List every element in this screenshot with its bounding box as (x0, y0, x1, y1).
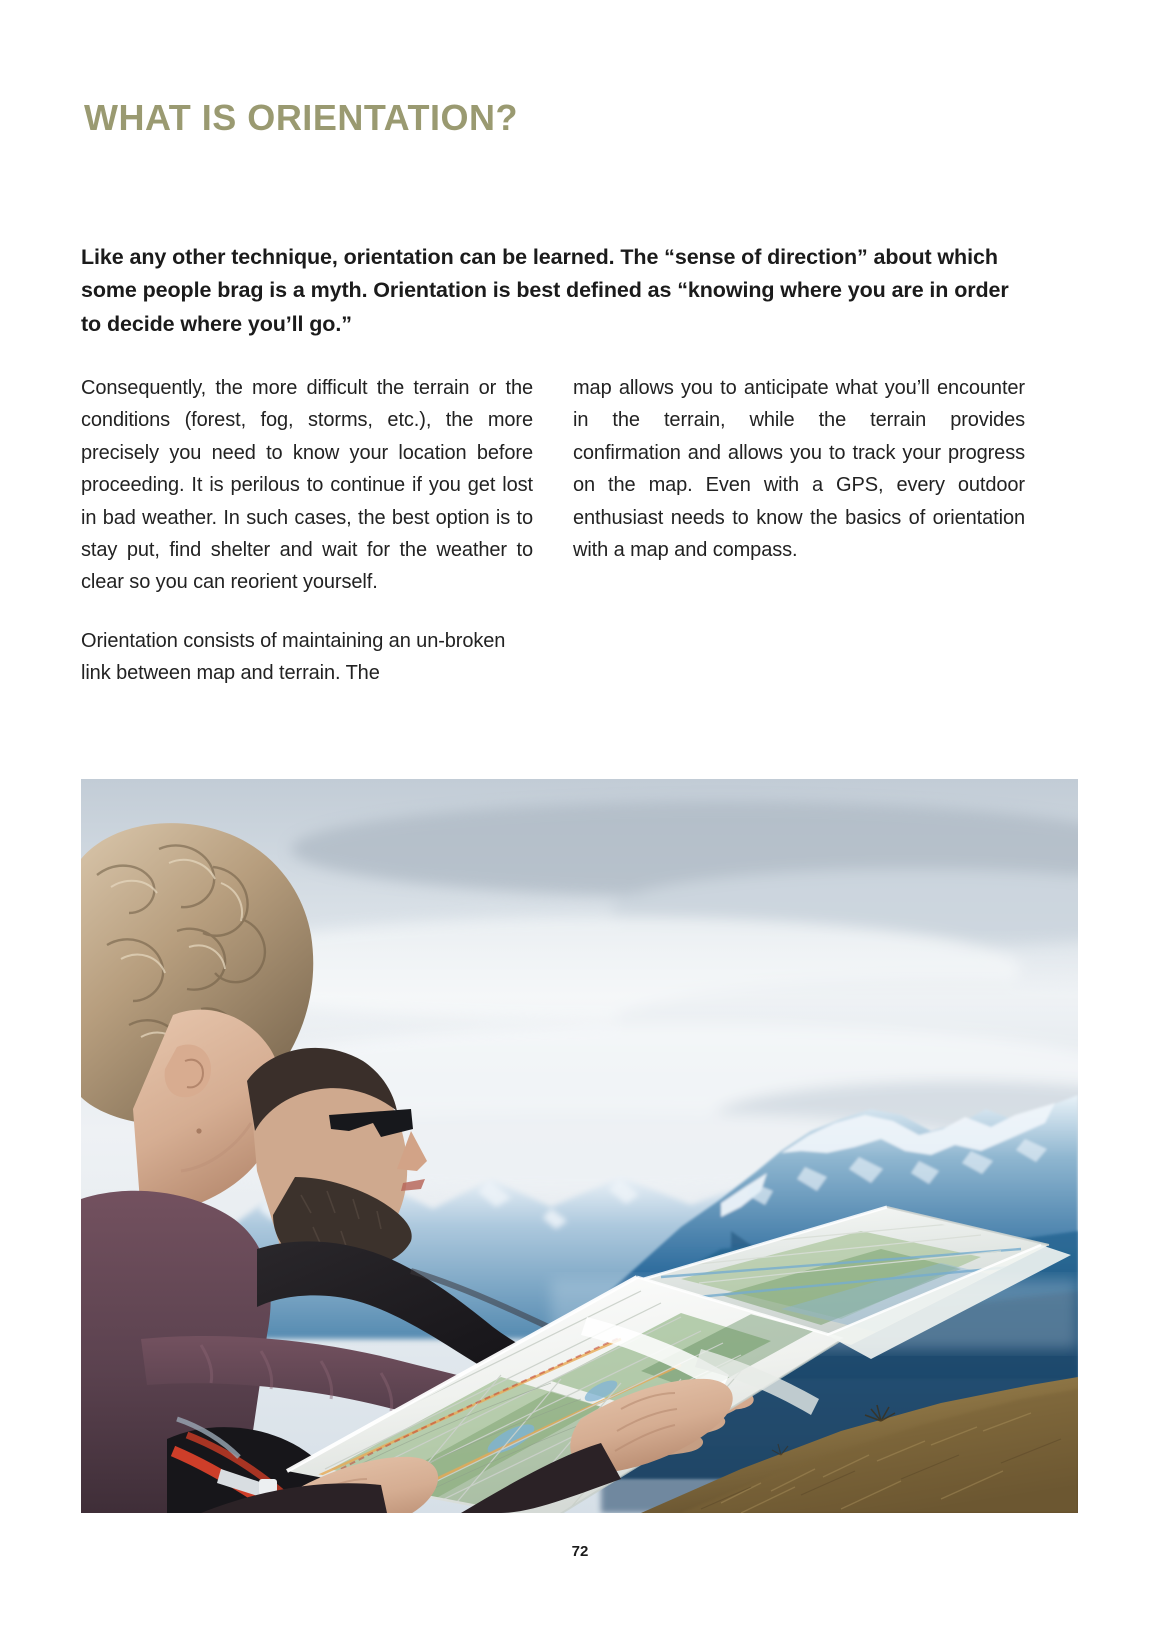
body-columns (81, 372, 1025, 690)
page-number: 72 (571, 1543, 589, 1560)
photo-figure (81, 779, 1078, 1513)
hikers-with-map-photo (81, 779, 1078, 1513)
right-column (573, 372, 1025, 690)
page-title: WHAT IS ORIENTATION? (84, 97, 518, 139)
body-paragraph: Consequently, the more difficult the terrain or the conditions (forest, fog, storms, etc.), the more precisely you need to know your location before proceeding. It is perilous to continue if you get lost in bad weather. In such cases, the best option is to stay put, find shelter and wait for the weather to clear so you can reorient yourself. (81, 377, 533, 594)
body-paragraph: Orientation consists of maintaining an un-broken link between map and terrain. The (81, 629, 506, 685)
lead-paragraph: Like any other technique, orientation can be learned. The “sense of direction” about which some people brag is a myth. Orientation is best defined as “knowing where you are in order to decide where you’ll go.” (81, 244, 1009, 337)
body-paragraph: map allows you to anticipate what you’ll encounter in the terrain, while the terrain provides confirmation and allows you to track your progress on the map. Even with a GPS, every outdoor enthusiast needs to know the basics of orientation with a map and compass. (573, 377, 1025, 561)
left-column (81, 372, 533, 690)
